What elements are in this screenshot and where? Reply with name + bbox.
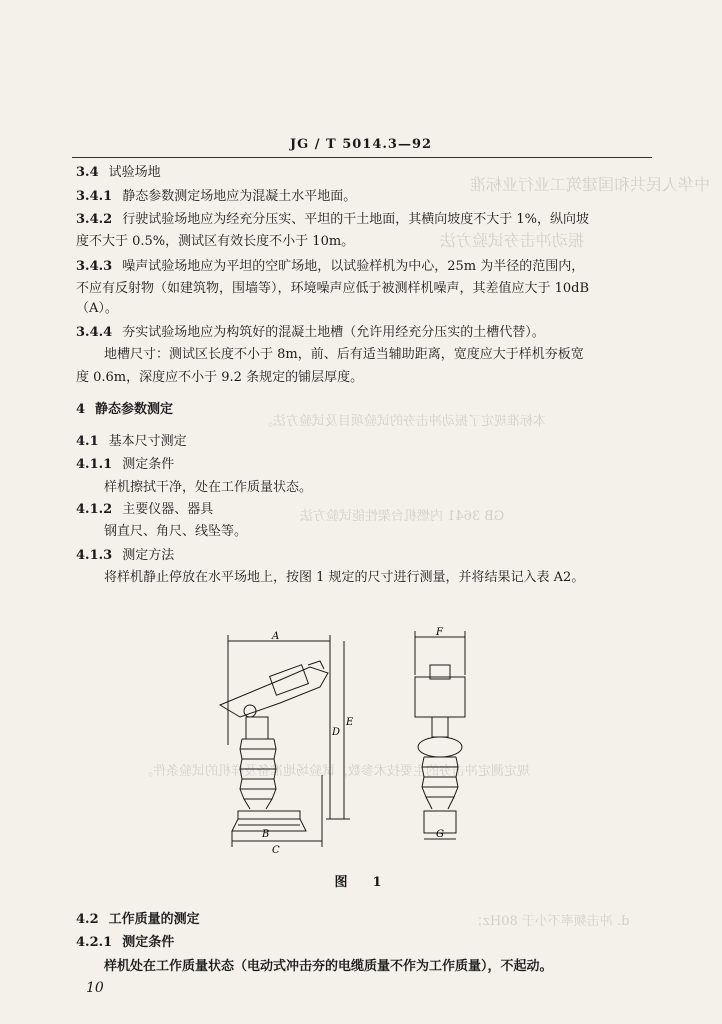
paragraph: 3.4.1 静态参数测定场地应为混凝土水平地面。	[76, 189, 357, 204]
paragraph-continuation: 样机处在工作质量状态（电动式冲击夯的电缆质量不作为工作质量），不起动。	[104, 959, 553, 974]
paragraph-continuation: 将样机静止停放在水平场地上，按图 1 规定的尺寸进行测量，并将结果记入表 A2。	[104, 570, 585, 585]
dimension-label-f: F	[436, 627, 443, 638]
header-rule	[72, 157, 652, 158]
paragraph-continuation: 样机擦拭干净，处在工作质量状态。	[104, 480, 313, 495]
paragraph: 4.2 工作质量的测定	[76, 912, 200, 927]
dimension-label-g: G	[436, 829, 444, 840]
section-heading: 4 静态参数测定	[76, 402, 174, 417]
bleed-through-text: d. 冲击频率不小于 80Hz；	[470, 914, 630, 929]
bleed-through-text: 振动冲击夯试验方法	[440, 231, 585, 250]
paragraph: 4.2.1 测定条件	[76, 935, 175, 950]
dimension-label-b: B	[262, 829, 270, 840]
paragraph-continuation: 度不大于 0.5%，测试区有效长度不小于 10m。	[76, 234, 355, 249]
bleed-through-text: 规定测定冲击夯的主要技术参数，试验场地准备及样机的试验条件。	[140, 764, 531, 779]
paragraph-continuation: 度 0.6m，深度应不小于 9.2 条规定的铺层厚度。	[76, 370, 364, 385]
bleed-through-text: GB 3641 内燃机台架性能试验方法	[300, 509, 505, 524]
dimension-label-d: D	[332, 727, 341, 738]
rammer-dimension-figure	[210, 625, 510, 855]
page-number: 10	[86, 980, 104, 996]
dimension-label-a: A	[272, 631, 280, 642]
standard-code-header: JG / T 5014.3—92	[289, 137, 433, 152]
paragraph: 3.4 试验场地	[76, 165, 161, 180]
paragraph: 4.1 基本尺寸测定	[76, 434, 187, 449]
paragraph: 3.4.3 噪声试验场地应为平坦的空旷场地，以试验样机为中心，25m 为半径的范围内，	[76, 259, 585, 274]
dimension-label-e: E	[346, 717, 354, 728]
dimension-label-c: C	[272, 845, 280, 855]
paragraph: 4.1.1 测定条件	[76, 457, 175, 472]
paragraph-continuation: 地槽尺寸：测试区长度不小于 8m，前、后有适当辅助距离，宽度应大于样机夯板宽	[104, 347, 584, 362]
bleed-through-text: 中华人民共和国建筑工业行业标准	[470, 175, 711, 194]
paragraph-continuation: （A）。	[76, 301, 118, 316]
bleed-through-text: 本标准规定了振动冲击夯的试验项目及试验方法。	[260, 414, 547, 429]
paragraph-continuation: 钢直尺、角尺、线坠等。	[104, 524, 248, 539]
paragraph: 4.1.2 主要仪器、器具	[76, 502, 214, 517]
paragraph-continuation: 不应有反射物（如建筑物，围墙等），环境噪声应低于被测样机噪声，其差值应大于 10dB	[76, 281, 590, 296]
paragraph: 3.4.2 行驶试验场地应为经充分压实、平坦的干土地面，其横向坡度不大于 1%，纵向坡	[76, 212, 589, 227]
paragraph: 3.4.4 夯实试验场地应为构筑好的混凝土地槽（允许用经充分压实的土槽代替）。	[76, 325, 545, 340]
paragraph: 4.1.3 测定方法	[76, 548, 175, 563]
figure-caption: 图 1	[334, 875, 388, 890]
